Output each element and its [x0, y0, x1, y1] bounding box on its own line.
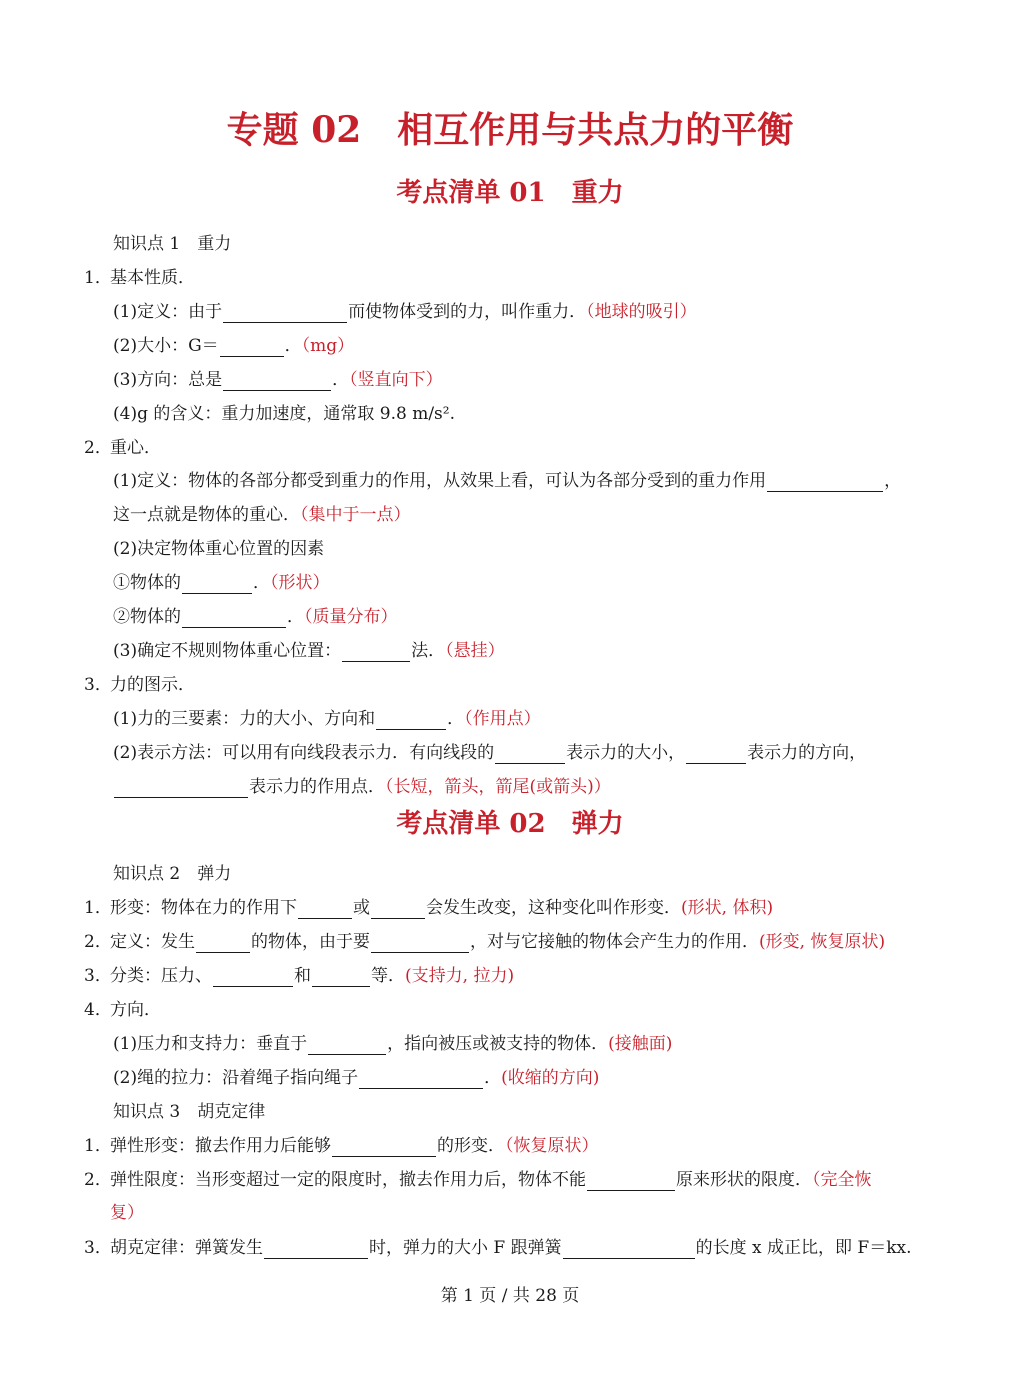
- line-text: 原来形状的限度．: [676, 1170, 812, 1190]
- item-number: 2．: [84, 932, 112, 952]
- pressure-support: [113, 1033, 672, 1055]
- answer-blank[interactable]: [213, 969, 293, 987]
- answer-blank[interactable]: [563, 1241, 695, 1259]
- line-text: ．: [287, 607, 304, 627]
- line-text: ．: [284, 336, 302, 356]
- answer-blank[interactable]: [298, 901, 352, 919]
- answer-text: （形状）: [270, 573, 330, 593]
- three-elements: [113, 708, 541, 730]
- line-text: 表示力的大小，: [566, 743, 686, 763]
- line-text: (1)定义：物体的各部分都受到重力的作用，从效果上看，可认为各部分受到的重力作用: [113, 471, 767, 491]
- answer-text: (形状, 体积): [681, 898, 774, 918]
- section-title-elastic: 考点清单 02 弹力: [396, 809, 624, 839]
- line-text: ．: [447, 709, 465, 729]
- answer-blank[interactable]: [332, 1139, 436, 1157]
- item-number: 3．: [84, 966, 112, 986]
- line-text: 表示力的作用点．: [249, 777, 385, 797]
- line-text: 和: [294, 966, 311, 986]
- gravity-magnitude: [113, 335, 354, 357]
- answer-blank[interactable]: [182, 610, 286, 628]
- answer-text: （mg）: [301, 336, 355, 356]
- g-meaning: (4)g 的含义：重力加速度，通常取 9.8 m/s².: [113, 404, 455, 424]
- answer-blank[interactable]: [312, 969, 370, 987]
- answer-text: (接触面): [608, 1034, 673, 1054]
- answer-blank[interactable]: [220, 339, 284, 357]
- gravity-direction: [113, 369, 443, 391]
- answer-text: (收缩的方向): [501, 1068, 600, 1088]
- answer-text: （质量分布）: [304, 607, 398, 627]
- line-text: 形变：物体在力的作用下: [110, 898, 297, 918]
- line-text: (2)表示方法：可以用有向线段表示力．有向线段的: [113, 743, 495, 763]
- knowledge-point-2: 知识点 2 弹力: [113, 864, 232, 884]
- line-text: ．: [253, 573, 270, 593]
- line-text: 表示力的方向，: [747, 743, 867, 763]
- answer-blank[interactable]: [223, 373, 331, 391]
- deformation: [84, 897, 773, 919]
- factor-shape: [113, 572, 330, 594]
- line-text: 会发生改变，这种变化叫作形变．: [426, 898, 681, 918]
- item-number: 3．: [84, 675, 112, 695]
- answer-blank[interactable]: [767, 474, 883, 492]
- gravity-definition: [113, 301, 697, 323]
- line-text: 时，弹力的大小 F 跟弹簧: [369, 1238, 562, 1258]
- line-text: 法．: [411, 641, 446, 661]
- representation-cont: [113, 776, 611, 798]
- answer-text: (支持力, 拉力): [405, 966, 515, 986]
- representation: [113, 742, 866, 764]
- line-text: 这一点就是物体的重心．: [113, 505, 300, 525]
- line-text: 等．: [371, 966, 405, 986]
- center-definition-cont: [113, 504, 411, 526]
- line-text: ，对与它接触的物体会产生力的作用．: [470, 932, 759, 952]
- knowledge-point-3: 知识点 3 胡克定律: [113, 1102, 266, 1122]
- direction: [84, 999, 161, 1021]
- answer-text: （竖直向下）: [349, 370, 443, 390]
- line-text: 定义：发生: [110, 932, 195, 952]
- hookes-law: [84, 1237, 912, 1259]
- page-title: 专题 02 相互作用与共点力的平衡: [226, 109, 794, 151]
- item-number: 1．: [84, 268, 112, 288]
- line-text: (1)定义：由于: [113, 302, 223, 322]
- item-3: [84, 674, 195, 696]
- item-number: 2．: [84, 438, 112, 458]
- line-text: 而使物体受到的力，叫作重力．: [348, 302, 587, 322]
- line-text: 弹性形变：撤去作用力后能够: [110, 1136, 331, 1156]
- page-footer: 第 1 页 / 共 28 页: [440, 1286, 580, 1306]
- elastic-definition: [84, 931, 885, 953]
- answer-blank[interactable]: [359, 1071, 483, 1089]
- answer-text: (形变, 恢复原状): [759, 932, 886, 952]
- line-text: (3)确定不规则物体重心位置：: [113, 641, 342, 661]
- item-heading: 方向．: [110, 1000, 161, 1020]
- center-definition: [113, 470, 901, 492]
- line-text: 胡克定律：弹簧发生: [110, 1238, 263, 1258]
- line-text: ，: [884, 471, 902, 491]
- center-factors: (2)决定物体重心位置的因素: [113, 539, 325, 559]
- item-number: 1．: [84, 898, 112, 918]
- section-title-gravity: 考点清单 01 重力: [396, 178, 624, 208]
- answer-blank[interactable]: [196, 935, 250, 953]
- item-number: 3．: [84, 1238, 112, 1258]
- knowledge-point-1: 知识点 1 重力: [113, 234, 232, 254]
- answer-text: （完全恢: [812, 1170, 872, 1190]
- item-heading: 基本性质．: [110, 268, 195, 288]
- answer-blank[interactable]: [114, 780, 248, 798]
- answer-blank[interactable]: [264, 1241, 368, 1259]
- line-text: 的形变．: [437, 1136, 505, 1156]
- answer-text: （作用点）: [464, 709, 541, 729]
- line-text: (3)方向：总是: [113, 370, 223, 390]
- line-text: ①物体的: [113, 573, 181, 593]
- line-text: ，指向被压或被支持的物体．: [387, 1034, 609, 1054]
- answer-blank[interactable]: [308, 1037, 386, 1055]
- classification: [84, 965, 514, 987]
- answer-blank[interactable]: [371, 901, 425, 919]
- item-heading: 力的图示．: [110, 675, 195, 695]
- line-text: 的物体，由于要: [251, 932, 370, 952]
- elastic-limit: [84, 1169, 872, 1191]
- answer-blank[interactable]: [223, 305, 347, 323]
- line-text: ．: [332, 370, 350, 390]
- answer-text: （地球的吸引）: [586, 302, 697, 322]
- elastic-limit-answer-cont: 复）: [110, 1203, 144, 1223]
- line-text: (1)压力和支持力：垂直于: [113, 1034, 308, 1054]
- line-text: (2)大小：G＝: [113, 336, 219, 356]
- rope-tension: [113, 1067, 599, 1089]
- answer-blank[interactable]: [342, 644, 410, 662]
- line-text: 弹性限度：当形变超过一定的限度时，撤去作用力后，物体不能: [110, 1170, 586, 1190]
- answer-blank[interactable]: [686, 746, 746, 764]
- item-number: 2．: [84, 1170, 112, 1190]
- item-number: 4．: [84, 1000, 112, 1020]
- answer-blank[interactable]: [376, 712, 446, 730]
- item-1: [84, 267, 195, 289]
- line-text: 或: [353, 898, 370, 918]
- line-text: (2)绳的拉力：沿着绳子指向绳子: [113, 1068, 359, 1088]
- answer-blank[interactable]: [371, 935, 469, 953]
- item-number: 1．: [84, 1136, 112, 1156]
- factor-mass: [113, 606, 398, 628]
- answer-blank[interactable]: [182, 576, 252, 594]
- line-text: ．: [484, 1068, 502, 1088]
- answer-text: （集中于一点）: [300, 505, 411, 525]
- answer-text: （悬挂）: [445, 641, 505, 661]
- answer-blank[interactable]: [495, 746, 565, 764]
- item-2: [84, 437, 161, 459]
- answer-text: （恢复原状）: [505, 1136, 599, 1156]
- line-text: 的长度 x 成正比，即 F＝kx.: [695, 1238, 912, 1258]
- line-text: ②物体的: [113, 607, 181, 627]
- line-text: (1)力的三要素：力的大小、方向和: [113, 709, 376, 729]
- elastic-deformation: [84, 1135, 599, 1157]
- answer-blank[interactable]: [587, 1173, 675, 1191]
- line-text: 分类：压力、: [110, 966, 212, 986]
- irregular-center: [113, 640, 505, 662]
- item-heading: 重心．: [110, 438, 161, 458]
- answer-text: （长短，箭头，箭尾(或箭头)）: [385, 777, 611, 797]
